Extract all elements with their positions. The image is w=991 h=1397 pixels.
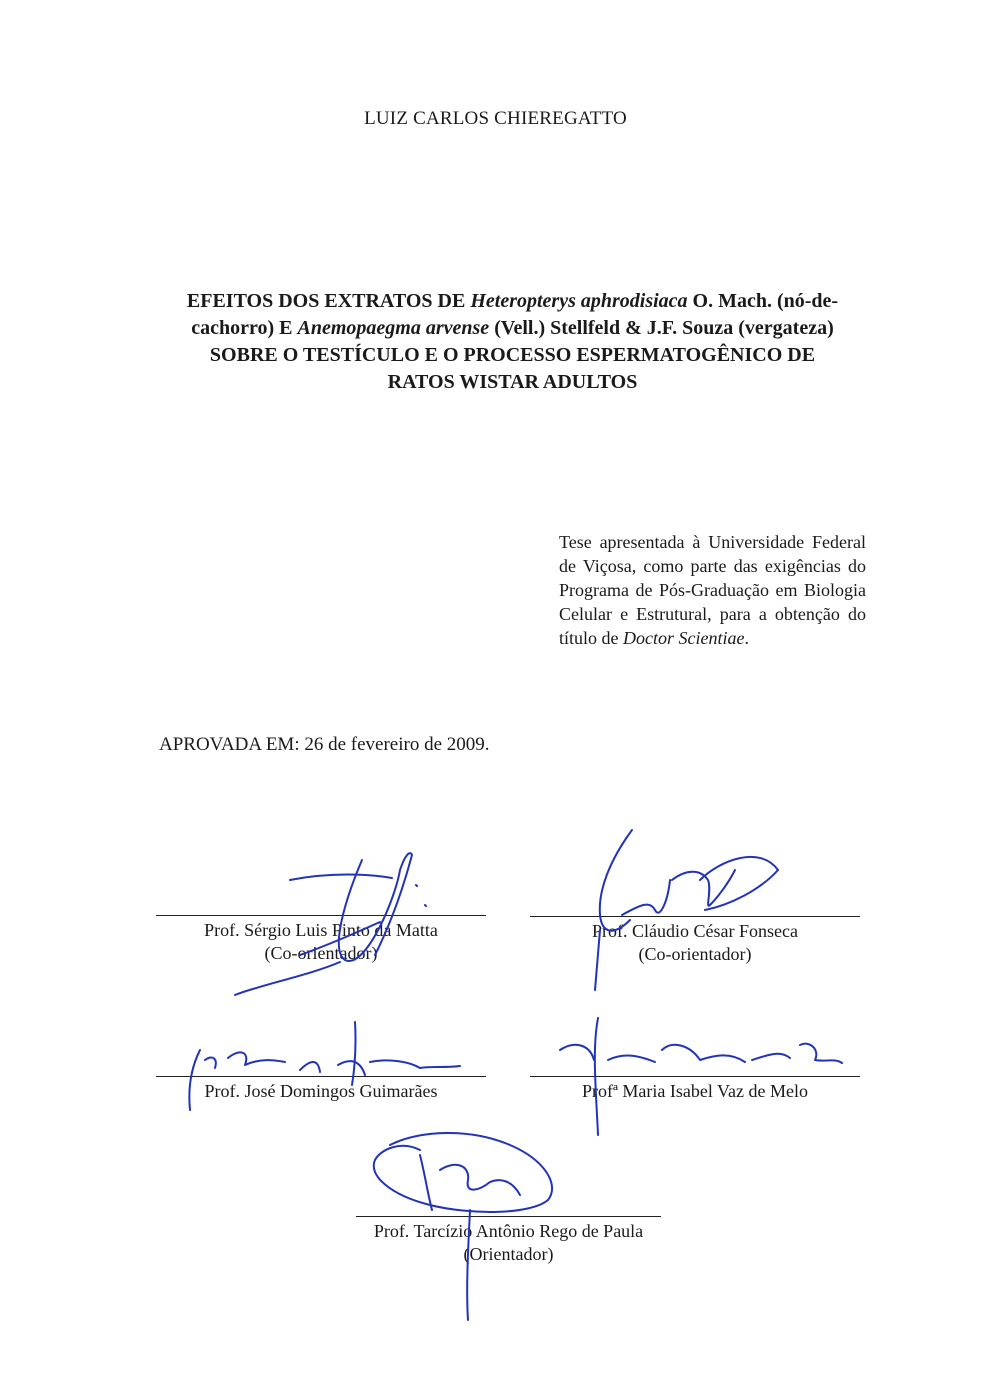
- signature-block-2: [530, 916, 860, 966]
- author-name: LUIZ CARLOS CHIEREGATTO: [364, 108, 627, 129]
- signature-1-dots: [416, 885, 426, 906]
- title-species-1: Heteropterys aphrodisiaca: [470, 290, 688, 312]
- thesis-description: [559, 530, 866, 650]
- signature-block-4: [530, 1076, 860, 1103]
- signature-block-5: [356, 1216, 661, 1266]
- signatory-name: Prof. Cláudio César Fonseca: [592, 921, 798, 941]
- title-species-2: Anemopaegma arvense: [297, 317, 490, 339]
- title-part-1: EFEITOS DOS EXTRATOS DE: [186, 290, 471, 312]
- signatory-name: Profª Maria Isabel Vaz de Melo: [581, 1081, 809, 1101]
- description-text: Tese apresentada à Universidade Federal de Viçosa, como parte das exigências do Programa de Pós-Graduação em Biologia Celular e Estrutural, para a obtenção do título de: [559, 532, 866, 648]
- signature-line: [356, 1216, 661, 1217]
- description-end: .: [744, 628, 749, 648]
- approval-date: APROVADA EM: 26 de fevereiro de 2009.: [159, 734, 490, 755]
- signatory-role: (Co-orientador): [638, 944, 752, 964]
- degree-name: Doctor Scientiae: [623, 628, 745, 648]
- signature-line: [156, 915, 486, 916]
- signatory-role: (Orientador): [463, 1244, 554, 1264]
- signatory-name: Prof. Tarcízio Antônio Rego de Paula: [373, 1221, 644, 1241]
- signature-block-1: [156, 915, 486, 965]
- signature-2-scribble: [595, 830, 778, 990]
- signature-block-3: [156, 1076, 486, 1103]
- signature-line: [530, 1076, 860, 1077]
- signature-line: [156, 1076, 486, 1077]
- signatory-role: (Co-orientador): [264, 943, 378, 963]
- signatory-name: Prof. Sérgio Luis Pinto da Matta: [204, 920, 438, 940]
- signature-line: [530, 916, 860, 917]
- title-part-2: O. Mach. (nó-de-cachorro) E: [191, 290, 839, 339]
- title-part-3: (Vell.) Stellfeld & J.F. Souza (vergateza) SOBRE O TESTÍCULO E O PROCESSO ESPERMATOGÊNICO DE RATOS WISTAR ADULTOS: [209, 317, 834, 393]
- thesis-title: [180, 288, 845, 396]
- signatory-name: Prof. José Domingos Guimarães: [204, 1081, 438, 1101]
